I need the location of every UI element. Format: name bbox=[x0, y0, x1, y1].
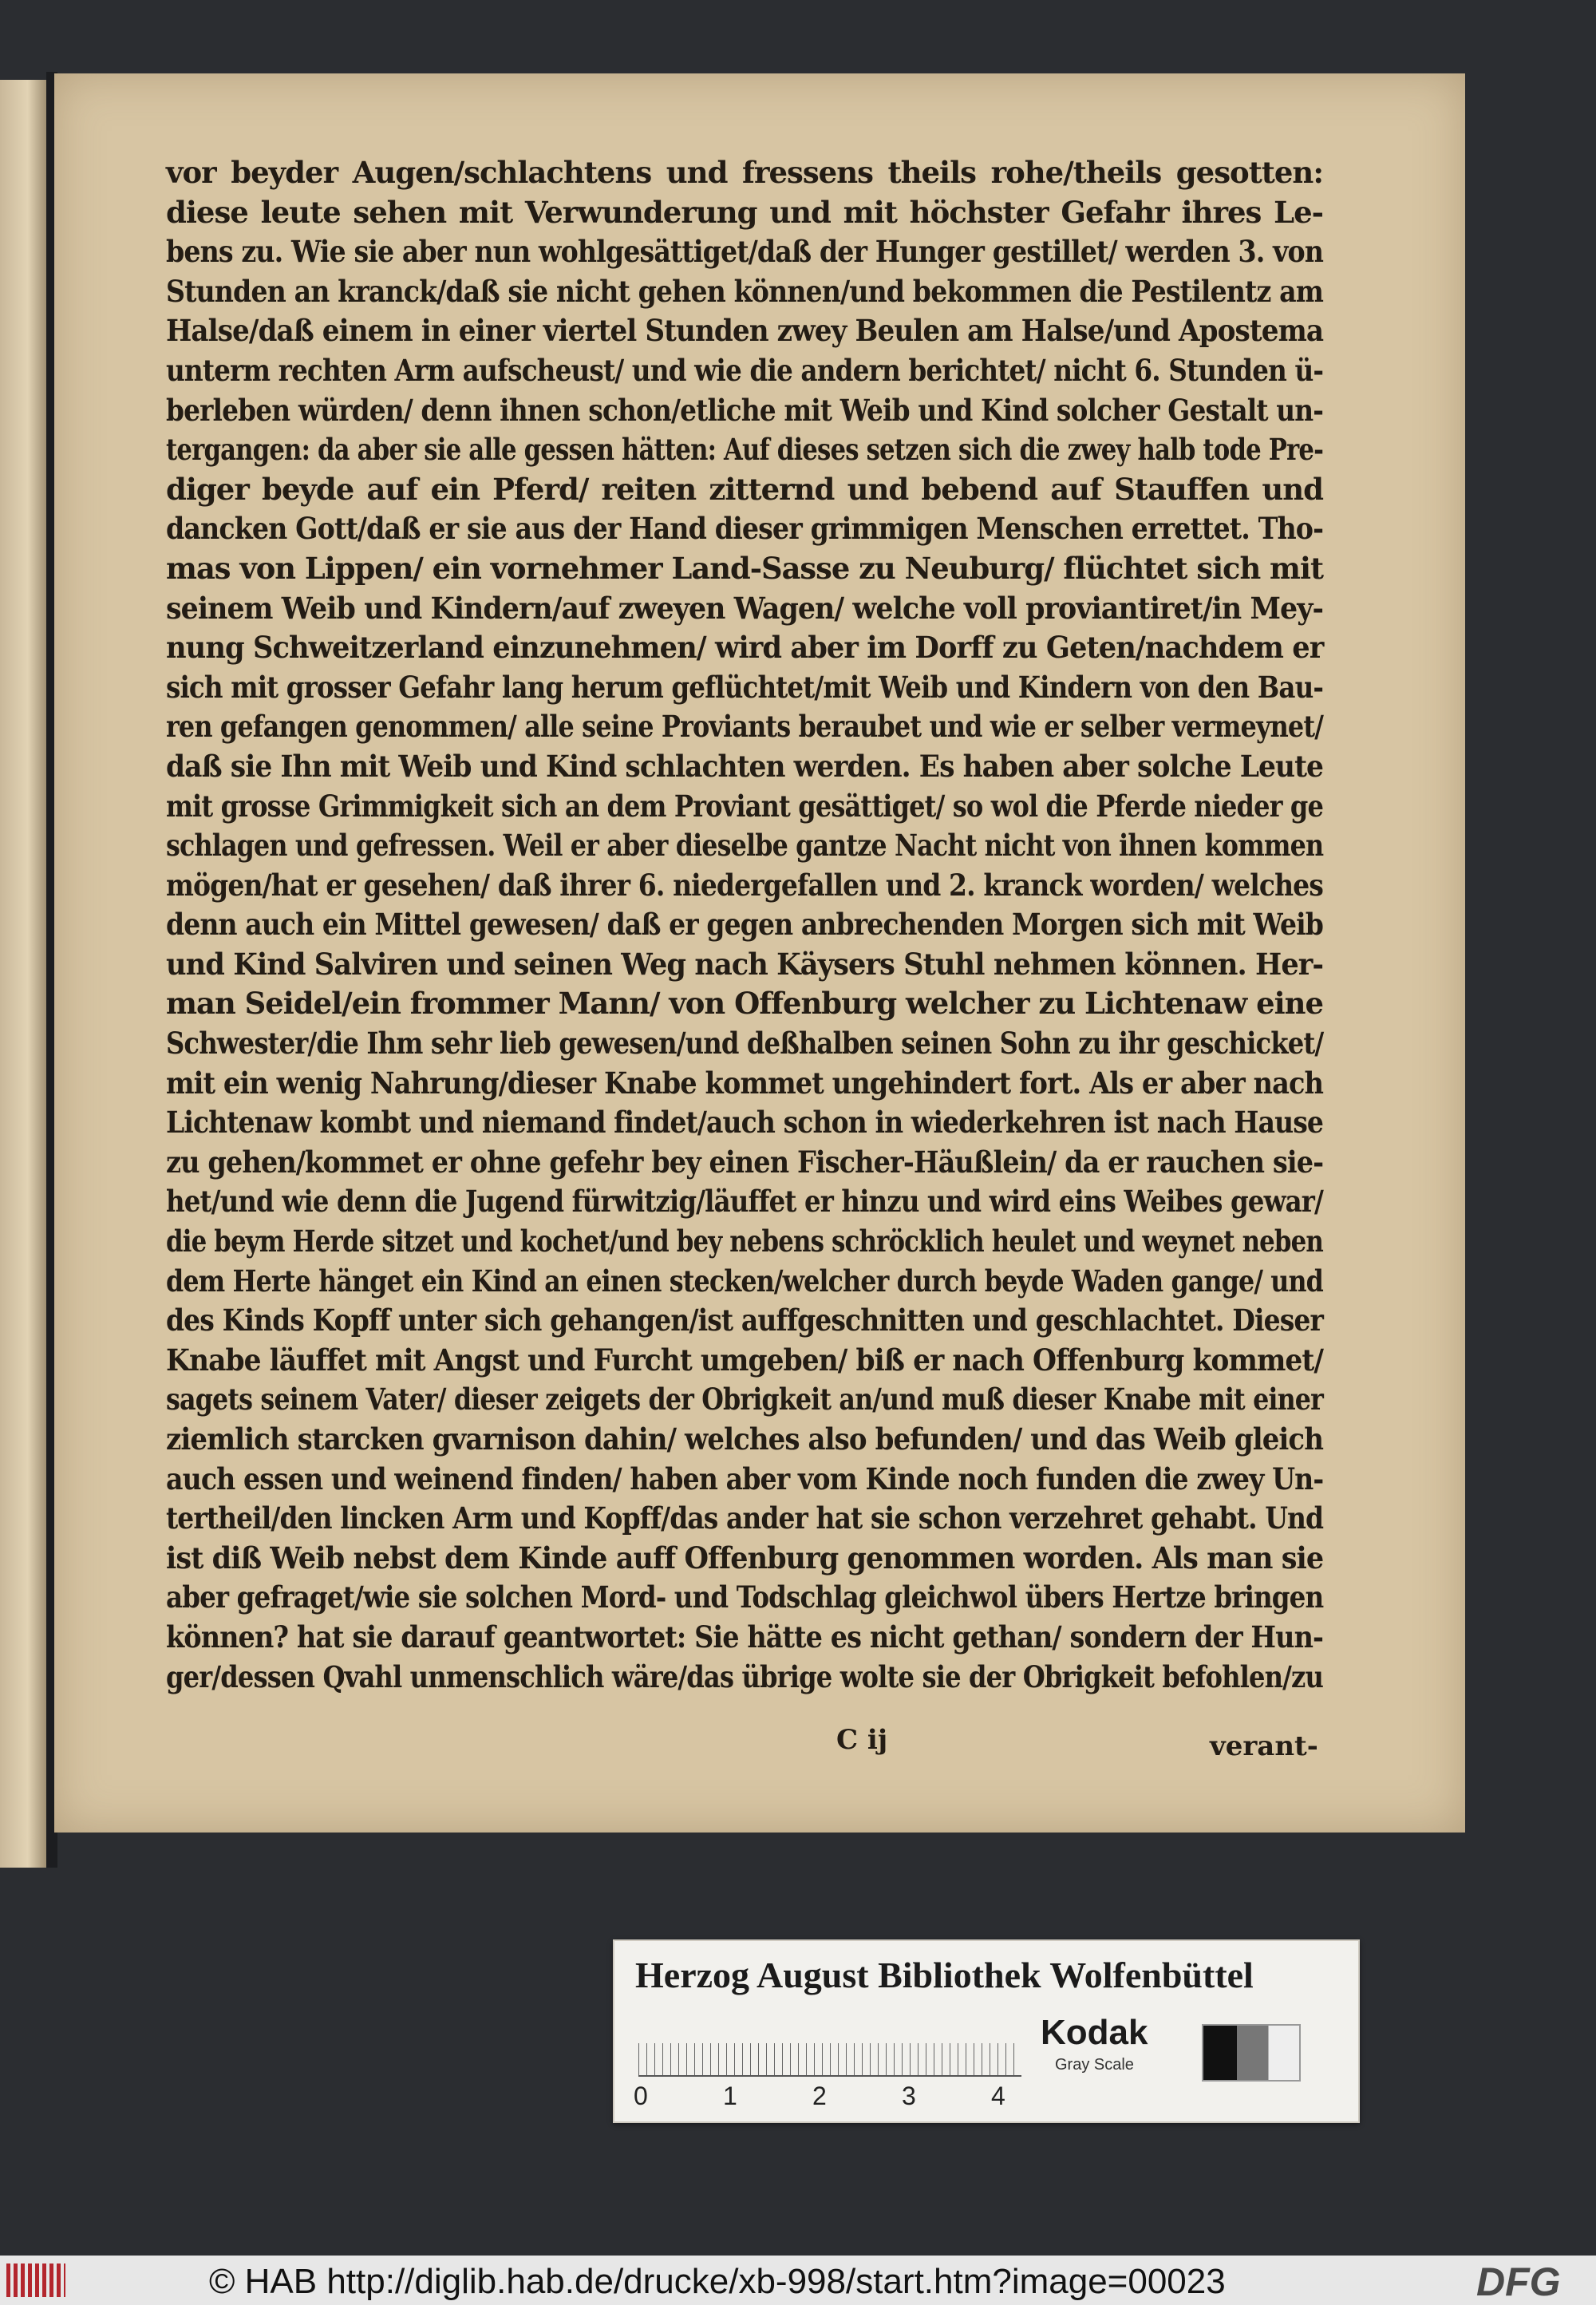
text-line: vor beyder Augen/schlachtens und fressens theils rohe/theils gesotten: bbox=[166, 155, 1323, 190]
text-line: diger beyde auf ein Pferd/ reiten zitternd und bebend auf Stauffen und bbox=[166, 471, 1323, 507]
text-line: mögen/hat er gesehen/ daß ihrer 6. niedergefallen und 2. kranck worden/ welches bbox=[166, 867, 1323, 903]
copyright-link[interactable]: © HAB http://diglib.hab.de/drucke/xb-998/start.htm?image=00023 bbox=[209, 2262, 1226, 2301]
ruler-number: 4 bbox=[991, 2082, 1005, 2110]
text-line: mit grosse Grimmigkeit sich an dem Proviant gesättiget/ so wol die Pferde nieder ge bbox=[166, 788, 1323, 824]
text-line: tergangen: da aber sie alle gessen hätten: Auf dieses setzen sich die zwey halb tode Pre- bbox=[166, 432, 1323, 468]
previous-page-edge bbox=[0, 80, 46, 1868]
hab-logo-icon bbox=[6, 2263, 65, 2297]
text-line: ren gefangen genommen/ alle seine Proviants beraubet und wie er selber vermeynet/ bbox=[166, 709, 1323, 745]
page-text bbox=[166, 153, 1323, 1697]
color-reference-plaque bbox=[613, 1939, 1360, 2123]
text-line: tertheil/den lincken Arm und Kopff/das ander hat sie schon verzehret gehabt. Und bbox=[166, 1500, 1324, 1536]
dfg-logo: DFG bbox=[1476, 2260, 1561, 2304]
text-line: Lichtenaw kombt und niemand findet/auch schon in wiederkehren ist nach Hause bbox=[166, 1105, 1324, 1141]
text-line: ist diß Weib nebst dem Kinde auff Offenburg genommen worden. Als man sie bbox=[166, 1540, 1324, 1576]
text-line: berleben würden/ denn ihnen schon/etliche mit Weib und Kind solcher Gestalt un- bbox=[166, 392, 1323, 428]
text-line: des Kinds Kopff unter sich gehangen/ist auffgeschnitten und geschlachtet. Dieser bbox=[166, 1303, 1323, 1338]
text-line: unterm rechten Arm aufscheust/ und wie die andern berichtet/ nicht 6. Stunden ü- bbox=[166, 352, 1324, 388]
text-line: ziemlich starcken gvarnison dahin/ welches also befunden/ und das Weib gleich bbox=[166, 1421, 1323, 1457]
ruler-number: 0 bbox=[634, 2082, 648, 2110]
text-line: Knabe läuffet mit Angst und Furcht umgeben/ biß er nach Offenburg kommet/ bbox=[166, 1342, 1323, 1378]
scale-ruler bbox=[638, 2018, 1021, 2077]
ruler-number: 2 bbox=[812, 2082, 827, 2110]
plaque-title: Herzog August Bibliothek Wolfenbüttel bbox=[635, 1955, 1254, 1995]
text-line: zu gehen/kommet er ohne gefehr bey einen Fischer-Häußlein/ da er rauchen sie- bbox=[166, 1144, 1324, 1180]
text-line: mas von Lippen/ ein vornehmer Land-Sasse zu Neuburg/ flüchtet sich mit bbox=[166, 550, 1323, 586]
ruler-number: 1 bbox=[723, 2082, 737, 2110]
text-line: man Seidel/ein frommer Mann/ von Offenburg welcher zu Lichtenaw eine bbox=[166, 986, 1323, 1022]
text-line: schlagen und gefressen. Weil er aber dieselbe gantze Nacht nicht von ihnen kommen bbox=[166, 828, 1324, 864]
signature-mark: C ij bbox=[836, 1724, 888, 1756]
text-line: die beym Herde sitzet und kochet/und bey nebens schröcklich heulet und weynet neben bbox=[166, 1224, 1323, 1259]
footer-bar bbox=[0, 2256, 1596, 2305]
gray-swatch bbox=[1202, 2024, 1301, 2082]
text-line: sagets seinem Vater/ dieser zeigets der Obrigkeit an/und muß dieser Knabe mit einer bbox=[166, 1382, 1323, 1417]
text-line: daß sie Ihn mit Weib und Kind schlachten werden. Es haben aber solche Leute bbox=[166, 748, 1323, 784]
text-line: Schwester/die Ihm sehr lieb gewesen/und deßhalben seinen Sohn zu ihr geschicket/ bbox=[166, 1026, 1324, 1062]
text-line: aber gefraget/wie sie solchen Mord- und Todschlag gleichwol übers Hertze bringen bbox=[166, 1579, 1324, 1615]
text-line: bens zu. Wie sie aber nun wohlgesättiget/daß der Hunger gestillet/ werden 3. von bbox=[166, 234, 1324, 270]
text-line: seinem Weib und Kindern/auf zweyen Wagen/ welche voll proviantiret/in Mey- bbox=[166, 590, 1323, 626]
gray-scale-label: Gray Scale bbox=[1055, 2056, 1134, 2074]
text-line: sich mit grosser Gefahr lang herum geflüchtet/mit Weib und Kindern von den Bau- bbox=[166, 669, 1323, 705]
text-line: können? hat sie darauf geantwortet: Sie hätte es nicht gethan/ sondern der Hun- bbox=[166, 1619, 1323, 1655]
text-line: ger/dessen Qvahl unmenschlich wäre/das übrige wolte sie der Obrigkeit befohlen/zu bbox=[166, 1659, 1323, 1694]
catchword: verant- bbox=[1210, 1730, 1318, 1762]
text-line: diese leute sehen mit Verwunderung und mit höchster Gefahr ihres Le- bbox=[166, 194, 1323, 230]
ruler-number: 3 bbox=[902, 2082, 916, 2110]
text-line: mit ein wenig Nahrung/dieser Knabe kommet ungehindert fort. Als er aber nach bbox=[166, 1065, 1324, 1101]
text-line: dancken Gott/daß er sie aus der Hand dieser grimmigen Menschen errettet. Tho- bbox=[166, 511, 1323, 547]
text-line: dem Herte hänget ein Kind an einen stecken/welcher durch beyde Waden gange/ und bbox=[166, 1263, 1323, 1299]
kodak-logo: Kodak bbox=[1041, 2013, 1148, 2052]
text-line: denn auch ein Mittel gewesen/ daß er gegen anbrechenden Morgen sich mit Weib bbox=[166, 907, 1323, 943]
book-page bbox=[54, 73, 1465, 1833]
text-line: nung Schweitzerland einzunehmen/ wird aber im Dorff zu Geten/nachdem er bbox=[166, 630, 1324, 666]
text-line: und Kind Salviren und seinen Weg nach Käysers Stuhl nehmen können. Her- bbox=[166, 946, 1324, 982]
text-line: auch essen und weinend finden/ haben aber vom Kinde noch funden die zwey Un- bbox=[166, 1461, 1324, 1496]
text-line: Halse/daß einem in einer viertel Stunden zwey Beulen am Halse/und Apostema bbox=[166, 313, 1324, 349]
text-line: het/und wie denn die Jugend fürwitzig/läuffet er hinzu und wird eins Weibes gewar/ bbox=[166, 1184, 1323, 1220]
text-line: Stunden an kranck/daß sie nicht gehen können/und bekommen die Pestilentz am bbox=[166, 273, 1323, 309]
